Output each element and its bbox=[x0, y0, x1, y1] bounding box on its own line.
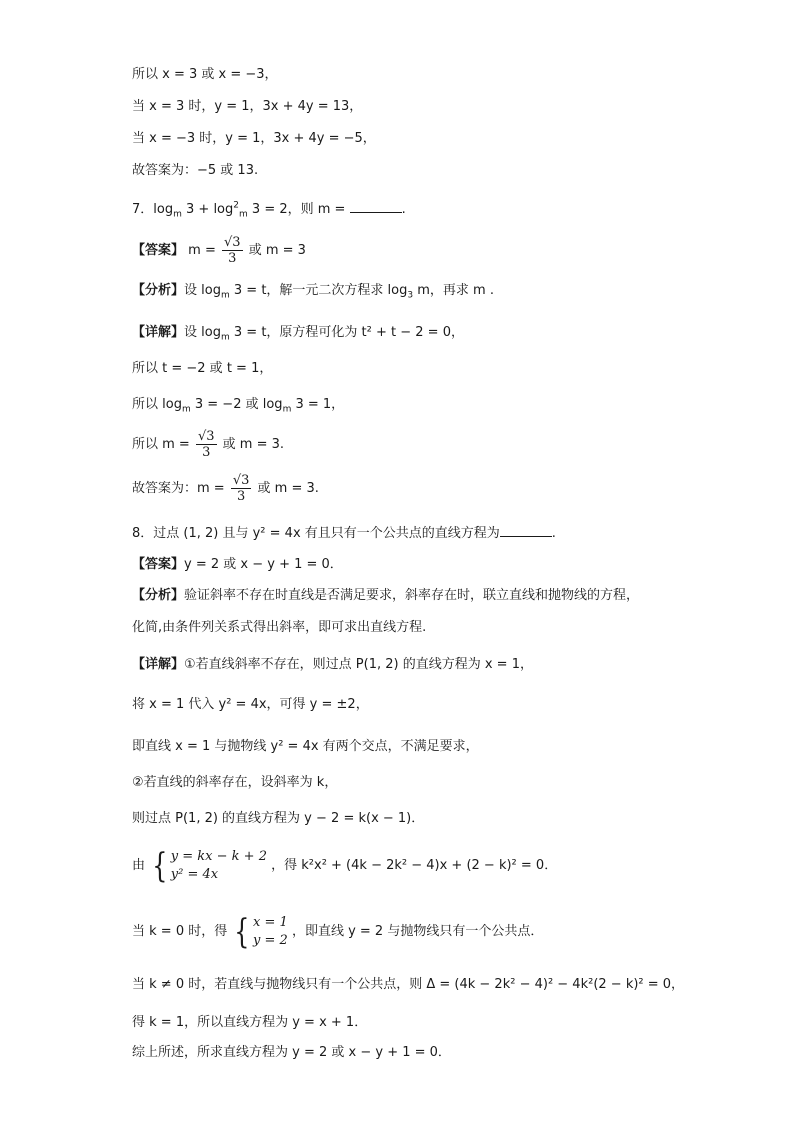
brace-symbol: { bbox=[234, 911, 250, 952]
text-line: 所以 x = 3 或 x = −3， bbox=[132, 67, 278, 82]
q7-detail bbox=[132, 326, 464, 343]
subscript: m bbox=[220, 332, 230, 343]
detail-label: 【详解】 bbox=[132, 325, 185, 340]
detail-text: 由 bbox=[132, 858, 146, 874]
q8-detail bbox=[132, 658, 533, 671]
detail-text: 所以 m = bbox=[132, 437, 190, 452]
analysis-text: 验证斜率不存在时直线是否满足要求，斜率存在时，联立直线和抛物线的方程， bbox=[184, 588, 640, 603]
detail-text: ，得 k²x² + (4k − 2k² − 4)x + (2 − k)² = 0． bbox=[271, 858, 558, 874]
q7-analysis bbox=[132, 284, 494, 301]
analysis-label: 【分析】 bbox=[132, 588, 185, 603]
superscript: 2 bbox=[233, 200, 239, 211]
brace-symbol: { bbox=[152, 845, 168, 886]
text-line bbox=[132, 845, 558, 886]
question-8: 8．过点 (1, 2) 且与 y² = 4x 有且只有一个公共点的直线方程为 . bbox=[132, 526, 556, 541]
question-7: 7．$\log_m 3 + \log^2_m 3 = 2$，则 m = . bbox=[132, 200, 406, 220]
text-line bbox=[132, 474, 319, 503]
q7-text: 3 + log bbox=[186, 202, 234, 217]
text-line: 化简,由条件列关系式得出斜率，即可求出直线方程. bbox=[132, 620, 427, 635]
subscript: m bbox=[220, 290, 230, 301]
subscript: m bbox=[173, 209, 182, 220]
answer-text: 或 m = 3 bbox=[248, 243, 306, 258]
subscript: m bbox=[239, 209, 248, 220]
q8-analysis bbox=[132, 589, 639, 602]
text-line bbox=[132, 430, 284, 459]
analysis-text: m，再求 m . bbox=[417, 283, 494, 298]
detail-text: ①若直线斜率不存在，则过点 P(1, 2) 的直线方程为 x = 1， bbox=[184, 657, 533, 672]
equation-system: y = kx − k + 2 y² = 4x bbox=[170, 849, 267, 882]
text-line bbox=[132, 911, 544, 952]
fraction: $\frac{√3}{3}$ bbox=[224, 235, 241, 266]
text-line: 当 k ≠ 0 时，若直线与抛物线只有一个公共点，则 Δ = (4k − 2k² − 4)² − 4k²(2 − k)² = 0， bbox=[132, 977, 685, 992]
subscript: 3 bbox=[407, 290, 414, 301]
text-line: ②若直线的斜率存在，设斜率为 k， bbox=[132, 775, 338, 790]
answer-blank bbox=[350, 200, 402, 213]
text-line bbox=[132, 398, 344, 415]
detail-text: 或 m = 3. bbox=[222, 437, 285, 452]
analysis-text: 3 = t，解一元二次方程求 log bbox=[233, 283, 408, 298]
equation-system: x = 1 y = 2 bbox=[253, 915, 288, 948]
q7-text: 7．log bbox=[132, 202, 174, 217]
subscript: m bbox=[181, 404, 191, 415]
subscript: m bbox=[282, 404, 292, 415]
q8-text: 8．过点 (1, 2) 且与 y² = 4x 有且只有一个公共点的直线方程为 bbox=[132, 526, 500, 541]
text-line: 所以 t = −2 或 t = 1， bbox=[132, 361, 273, 376]
detail-text: 3 = t，原方程可化为 t² + t − 2 = 0， bbox=[233, 325, 464, 340]
answer-label: 【答案】 bbox=[132, 557, 185, 572]
detail-text: 当 k = 0 时，得 bbox=[132, 924, 228, 940]
text-line: 综上所述，所求直线方程为 y = 2 或 x − y + 1 = 0． bbox=[132, 1045, 451, 1060]
detail-text: 故答案为：m = bbox=[132, 481, 225, 496]
analysis-label: 【分析】 bbox=[132, 283, 185, 298]
answer-blank bbox=[500, 524, 552, 537]
q7-text: 3 = 2，则 m = bbox=[251, 202, 350, 217]
fraction: $\frac{√3}{3}$ bbox=[232, 473, 250, 504]
fraction: $\frac{√3}{3}$ bbox=[197, 429, 215, 460]
text-line: 得 k = 1，所以直线方程为 y = x + 1． bbox=[132, 1015, 368, 1030]
q8-answer bbox=[132, 558, 343, 571]
detail-text: 设 log bbox=[184, 325, 221, 340]
detail-text: 3 = 1， bbox=[295, 397, 345, 412]
detail-text: 3 = −2 或 log bbox=[194, 397, 283, 412]
text-line: 故答案为：−5 或 13. bbox=[132, 163, 259, 178]
detail-label: 【详解】 bbox=[132, 657, 185, 672]
analysis-text: 设 log bbox=[184, 283, 221, 298]
detail-text: 所以 log bbox=[132, 397, 182, 412]
text-line: 将 x = 1 代入 y² = 4x，可得 y = ±2， bbox=[132, 697, 369, 712]
q7-answer bbox=[132, 236, 306, 265]
detail-text: ，即直线 y = 2 与抛物线只有一个公共点． bbox=[291, 924, 544, 940]
answer-text: y = 2 或 x − y + 1 = 0． bbox=[184, 557, 343, 572]
answer-text: m = bbox=[188, 243, 216, 258]
detail-text: 或 m = 3. bbox=[257, 481, 319, 496]
answer-label: 【答案】 bbox=[132, 243, 185, 258]
text-line: 当 x = −3 时，y = 1，3x + 4y = −5， bbox=[132, 131, 376, 146]
text-line: 当 x = 3 时，y = 1，3x + 4y = 13， bbox=[132, 99, 363, 114]
text-line: 即直线 x = 1 与抛物线 y² = 4x 有两个交点，不满足要求， bbox=[132, 739, 479, 754]
text-line: 则过点 P(1, 2) 的直线方程为 y − 2 = k(x − 1)． bbox=[132, 811, 425, 826]
